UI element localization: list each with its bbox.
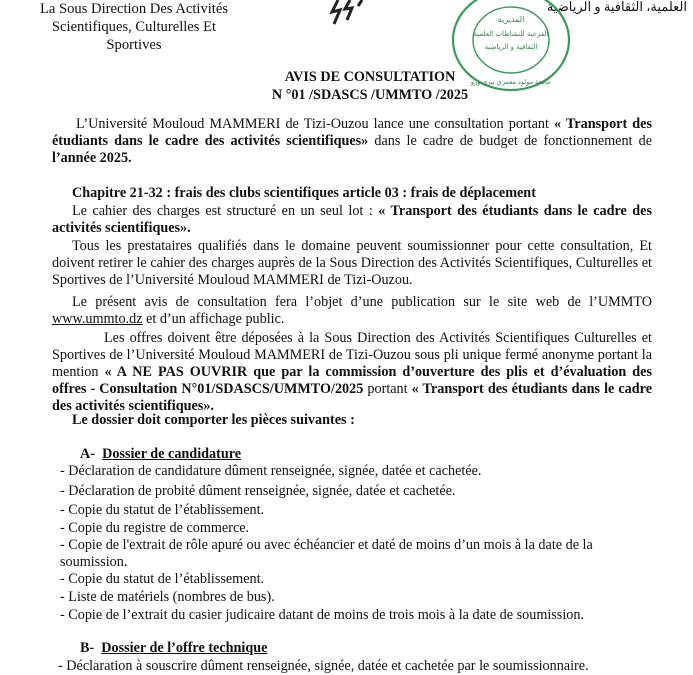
prestataires-paragraph: Tous les prestataires qualifiés dans le domaine peuvent soumissionner pour cette consultation, Et doivent retirer le cahier des charges auprès de la Sous Direction des Activités Scientifiques, Culturelles et Sportives de l’Université Mouloud MAMMERI de Tizi-Ouzou.: [52, 238, 652, 288]
svg-text:المديرية: المديرية: [497, 15, 525, 24]
intro-text-c: dans le cadre de budget de fonctionnement de: [368, 133, 653, 149]
section-a-item: - Copie du registre de commerce.: [60, 520, 250, 536]
section-b-heading: [80, 640, 267, 657]
svg-text:الفرعية للنشاطات العلمية: الفرعية للنشاطات العلمية: [473, 30, 549, 38]
document-reference: N °01 /SDASCS /UMMTO /2025: [271, 87, 469, 103]
university-logo-icon: [318, 0, 378, 30]
cahier-paragraph: [52, 203, 652, 237]
header-left: [28, 0, 240, 54]
section-a-item: - Copie du statut de l’établissement.: [60, 571, 265, 587]
section-a-item: - Copie de l’extrait du casier judicaire datant de moins de trois mois à la date de soumission.: [60, 607, 585, 623]
header-left-line-3: Sportives: [106, 37, 162, 53]
intro-text-a: L’Université Mouloud MAMMERI de Tizi-Ouzou lance une consultation portant: [76, 116, 555, 132]
section-a-heading: [80, 446, 241, 463]
header-left-line-1: La Sous Direction Des Activités: [39, 1, 229, 17]
cahier-text-b: « Transport des étudiants dans le cadre des activités scientifiques».: [52, 203, 652, 236]
publication-text-a: Le présent avis de consultation fera l’objet d’une publication sur le site web de l’UMMTO: [72, 294, 652, 310]
website-link[interactable]: www.ummto.dz: [52, 311, 143, 327]
header-left-line-2: Scientifiques, Culturelles Et: [51, 19, 217, 35]
section-b-title: Dossier de l’offre technique: [101, 640, 268, 656]
section-a-title: Dossier de candidature: [102, 446, 242, 462]
document-title: AVIS DE CONSULTATION: [284, 69, 456, 85]
offres-paragraph: [52, 330, 652, 415]
svg-text:الثقافية و الرياضية: الثقافية و الرياضية: [484, 43, 538, 51]
publication-paragraph: [52, 294, 652, 328]
offres-text-d: « Transport des étudiants dans le cadre des activités scientifiques».: [52, 381, 652, 414]
section-a-item: - Déclaration de probité dûment renseignée, signée, datée et cachetée.: [60, 483, 456, 499]
publication-text-b: et d’un affichage public.: [142, 311, 285, 327]
offres-text-c: portant: [363, 381, 412, 397]
section-b-letter: B-: [80, 640, 95, 656]
offres-text-b: « A NE PAS OUVRIR que par la commission d’ouverture des plis et d’évaluation des offres - Consultation N°01/SDASCS/UMMTO/2025: [52, 364, 652, 397]
section-a-item: - Copie du statut de l’établissement.: [60, 502, 265, 518]
header-right-line: العلمية، الثقافية و الرياضية: [546, 0, 687, 14]
section-a-item: - Copie de l'extrait de rôle apuré ou avec échéancier et daté de moins d’un mois à la date de la soumission.: [60, 537, 593, 570]
intro-paragraph: [52, 116, 652, 167]
offres-text-a: Les offres doivent être déposées à la Sous Direction des Activités Scientifiques Culturelles et Sportives de l’Université Mouloud MAMMERI de Tizi-Ouzou sous pli unique fermé anonyme portant la mention: [52, 330, 652, 380]
dossier-intro: Le dossier doit comporter les pièces suivantes :: [72, 412, 355, 428]
svg-text:جامعة مولود معمري تيزي وزو: جامعة مولود معمري تيزي وزو: [470, 78, 552, 86]
cahier-text-a: Le cahier des charges est structuré en un seul lot :: [72, 203, 379, 219]
section-a-item: - Liste de matériels (nombres de bus).: [60, 589, 275, 605]
chapitre-line: Chapitre 21-32 : frais des clubs scientifiques article 03 : frais de déplacement: [72, 185, 536, 201]
section-a-item: - Déclaration de candidature dûment renseignée, signée, datée et cachetée.: [60, 463, 482, 479]
section-b-item: - Déclaration à souscrire dûment renseignée, signée, datée et cachetée par le soumissionnaire.: [58, 658, 589, 674]
intro-text-b: « Transport des étudiants dans le cadre des activités scientifiques»: [52, 116, 652, 149]
intro-text-d: l’année 2025.: [52, 150, 132, 166]
section-a-letter: A-: [80, 446, 95, 462]
